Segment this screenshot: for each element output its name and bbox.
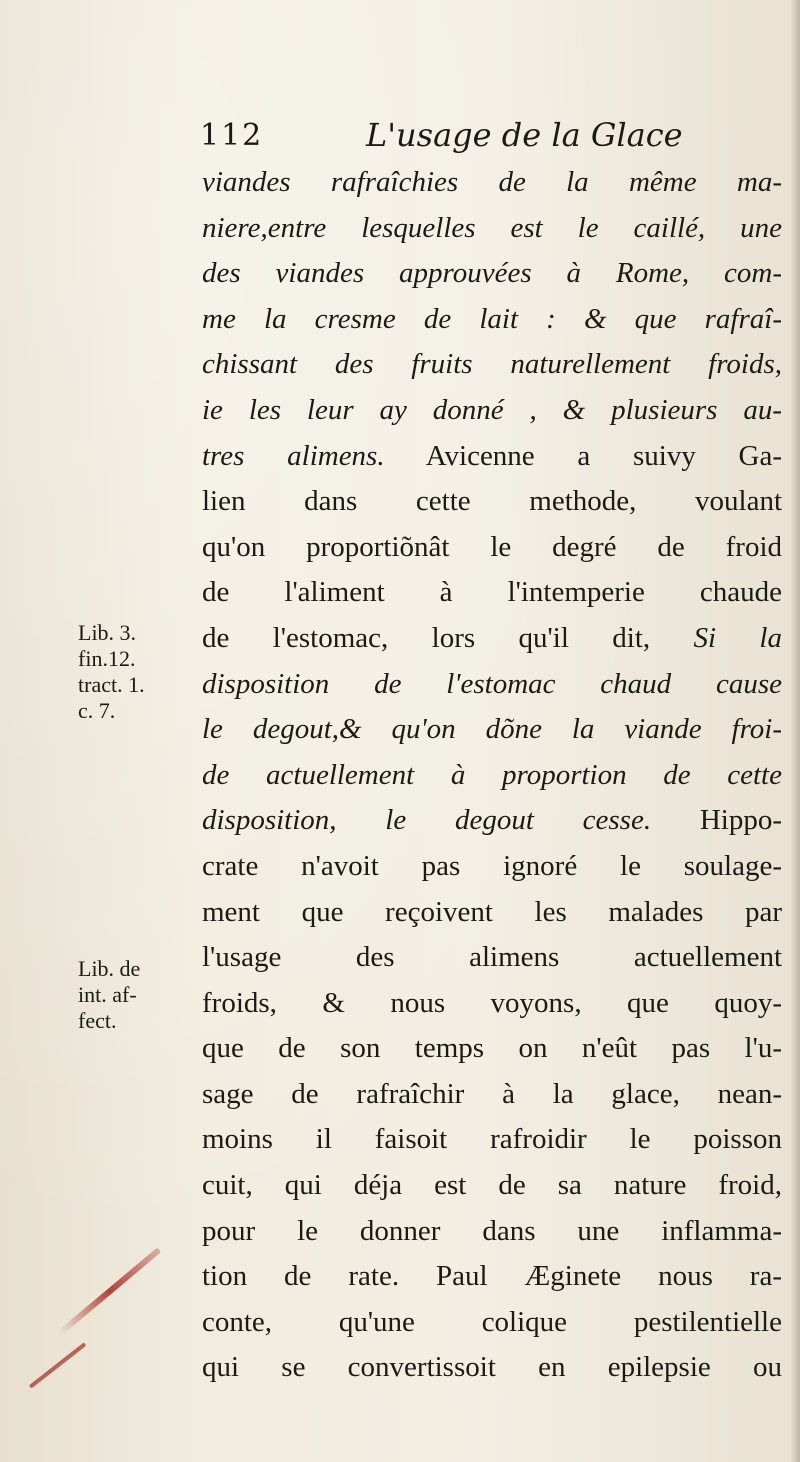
text-line: crate n'avoit pas ignoré le soulage- [202, 849, 782, 882]
text-line: de l'aliment à l'intemperie chaude [202, 576, 782, 609]
text-line: que de son temps on n'eût pas l'u- [202, 1032, 782, 1065]
text-line: viandes rafraîchies de la même ma- [202, 166, 782, 198]
text-line: conte, qu'une colique pestilentielle [202, 1305, 782, 1338]
text-line: moins il faisoit rafroidir le poisson [202, 1123, 782, 1156]
margin-note-1 [78, 620, 145, 724]
text-line: ment que reçoivent les malades par [202, 895, 782, 928]
text-line: ie les leur ay donné , & plusieurs au- [202, 393, 782, 426]
roman-span: Hippo- [651, 804, 782, 837]
text-line: me la cresme de lait : & que rafraî- [202, 302, 782, 335]
ink-stroke-mark [58, 1247, 161, 1335]
page-number: 112 [200, 118, 264, 153]
text-line: qui se convertissoit en epilepsie ou [202, 1351, 782, 1384]
text-line [202, 798, 782, 844]
running-title: L'usage de la Glace [366, 116, 683, 154]
roman-span: Avicenne a suivy Ga- [384, 439, 782, 472]
margin-note-line: int. af- [78, 982, 137, 1007]
margin-note-line: fect. [78, 1008, 117, 1033]
page-header [200, 112, 760, 156]
text-line: des viandes approuvées à Rome, com- [202, 257, 782, 290]
margin-note-line: tract. 1. [78, 672, 145, 697]
text-line: pour le donner dans une inflamma- [202, 1214, 782, 1247]
margin-note-line: fin.12. [78, 646, 136, 671]
page-edge-shadow [790, 0, 800, 1462]
margin-note-line: c. 7. [78, 698, 116, 723]
text-line: qu'on proportiõnât le degré de froid [202, 530, 782, 563]
italic-span: disposition, le degout cesse. [202, 804, 652, 837]
text-line: chissant des fruits naturellement froids, [202, 348, 782, 381]
text-line: disposition de l'estomac chaud cause [202, 667, 782, 700]
text-line: le degout,& qu'on dõne la viande froi- [202, 713, 782, 746]
text-line [202, 434, 782, 480]
text-line: sage de rafraîchir à la glace, nean- [202, 1077, 782, 1110]
italic-span: Si la [693, 621, 782, 654]
text-line: lien dans cette methode, voulant [202, 485, 782, 518]
roman-span: de l'estomac, lors qu'il dit, [202, 621, 694, 654]
text-line: tion de rate. Paul Æginete nous ra- [202, 1260, 782, 1293]
margin-note-line: Lib. 3. [78, 620, 137, 645]
text-line: cuit, qui déja est de sa nature froid, [202, 1169, 782, 1202]
text-line: froids, & nous voyons, que quoy- [202, 986, 782, 1019]
italic-span: tres alimens. [202, 439, 385, 472]
margin-note-2 [78, 956, 140, 1034]
body-text [202, 160, 782, 1391]
text-line: l'usage des alimens actuellement [202, 941, 782, 974]
ink-stroke-mark-tail [29, 1342, 87, 1388]
text-line: niere,entre lesquelles est le caillé, une [202, 211, 782, 244]
text-line: de actuellement à proportion de cette [202, 758, 782, 791]
margin-note-line: Lib. de [78, 956, 141, 981]
text-line [202, 616, 782, 662]
